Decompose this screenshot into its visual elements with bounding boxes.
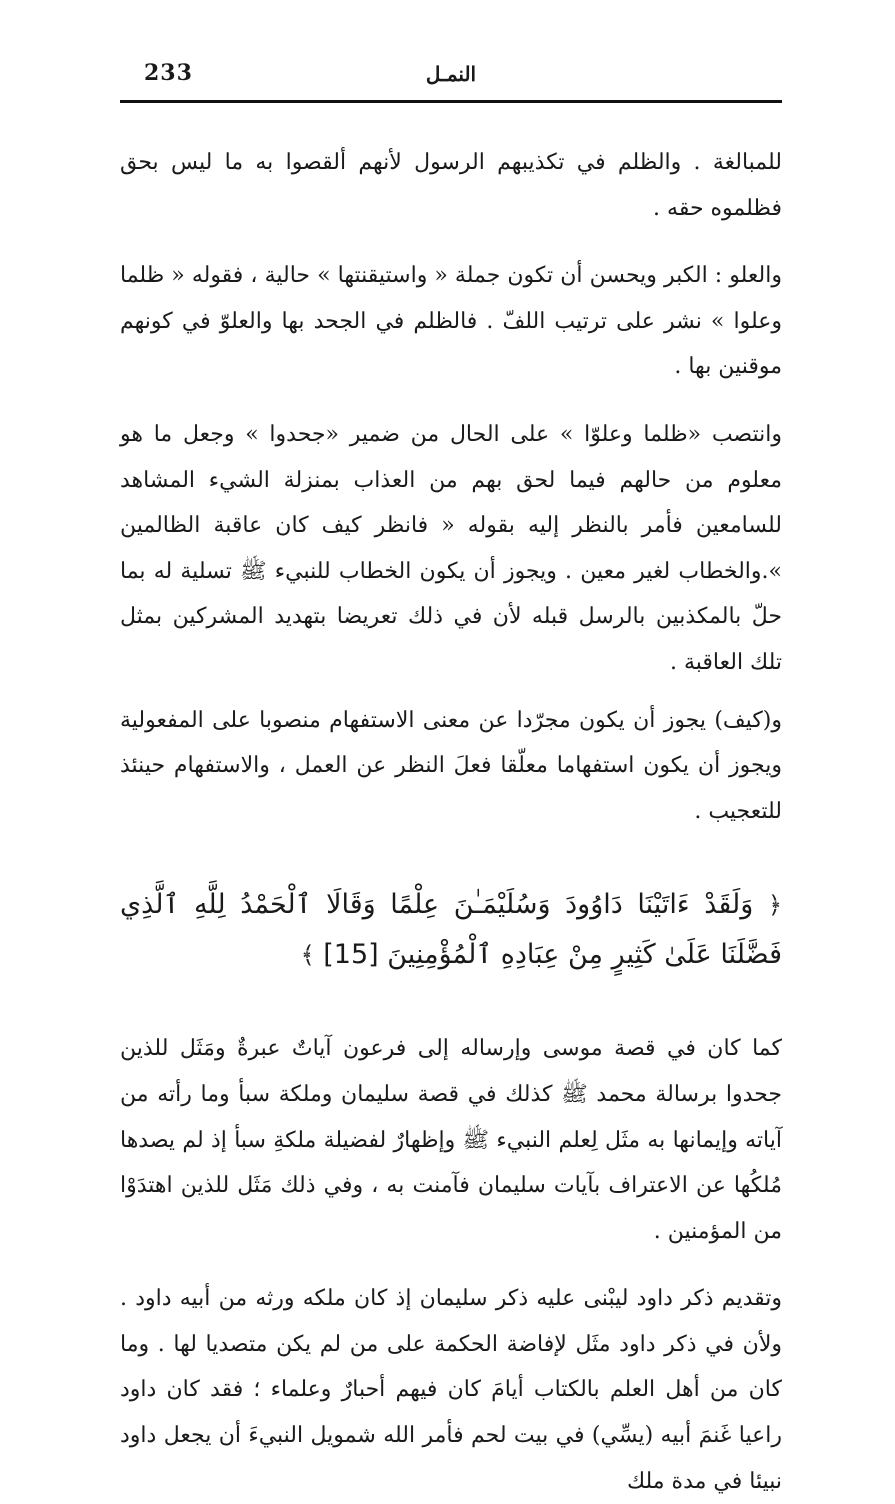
page-number: 233 xyxy=(144,60,193,86)
paragraph-5: كما كان في قصة موسى وإرساله إلى فرعون آياتٌ عبرةٌ ومَثَل للذين جحدوا برسالة محمد ﷺ كذلك في قصة سليمان وملكة سبأ وما رأته من آياته وإيمانها به مثَل لِعلم النبيء ﷺ وإظهارٌ لفضيلة ملكةِ سبأ إذ لم يصدها مُلكُها عن الاعتراف بآيات سليمان فآمنت به ، وفي ذلك مَثَل للذين اهتدَوْا من المؤمنين . xyxy=(120,1036,782,1244)
verse-text: وَلَقَدْ ءَاتَيْنَا دَاوُودَ وَسُلَيْمَـٰنَ عِلْمًا وَقَالَا ٱلْحَمْدُ لِلَّهِ ٱلَّذِي فَضَّلَنَا عَلَىٰ كَثِيرٍ مِنْ عِبَادِهِ ٱلْمُؤْمِنِينَ [15] xyxy=(120,889,782,971)
paragraph-2: والعلو : الكبر ويحسن أن تكون جملة « واستيقنتها » حالية ، فقوله « ظلما وعلوا » نشر على ترتيب اللفّ . فالظلم في الجحد بها والعلوّ في كونهم موقنين بها . xyxy=(120,263,782,380)
header-rule xyxy=(120,100,782,103)
quran-verse xyxy=(120,880,782,980)
paragraph-1: للمبالغة . والظلم في تكذيبهم الرسول لأنهم ألقصوا به ما ليس بحق فظلموه حقه . xyxy=(120,150,782,221)
paragraph-6: وتقديم ذكر داود ليبْنى عليه ذكر سليمان إذ كان ملكه ورثه من أبيه داود . ولأن في ذكر داود مثَل لإفاضة الحكمة على من لم يكن متصديا لها . وما كان من أهل العلم بالكتاب أيامَ كان فيهم أحبارٌ وعلماء ؛ فقد كان داود راعيا غَنمَ أبيه (يسِّي) في بيت لحم فأمر الله شمويل النبيءَ أن يجعل داود نبيئا في مدة ملك xyxy=(120,1286,782,1494)
verse-open-bracket: ﴿ xyxy=(767,891,782,920)
page-header xyxy=(120,56,782,104)
page-body xyxy=(120,140,782,1504)
verse-close-bracket: ﴾ xyxy=(300,941,315,970)
paragraph-4: و(كيف) يجوز أن يكون مجرّدا عن معنى الاستفهام منصوبا على المفعولية ويجوز أن يكون استفهاما معلّقا فعلَ النظر عن العمل ، والاستفهام حينئذ للتعجيب . xyxy=(120,707,782,824)
running-title: النمـل xyxy=(425,62,477,86)
paragraph-3: وانتصب «ظلما وعلوّا » على الحال من ضمير «جحدوا » وجعل ما هو معلوم من حالهم فيما لحق بهم من العذاب بمنزلة الشيء المشاهد للسامعين فأمر بالنظر إليه بقوله « فانظر كيف كان عاقبة الظالمين ».والخطاب لغير معين . ويجوز أن يكون الخطاب للنبيء ﷺ تسلية له بما حلّ بالمكذبين بالرسل قبله لأن في ذلك تعريضا بتهديد المشركين بمثل تلك العاقبة . xyxy=(120,421,782,675)
